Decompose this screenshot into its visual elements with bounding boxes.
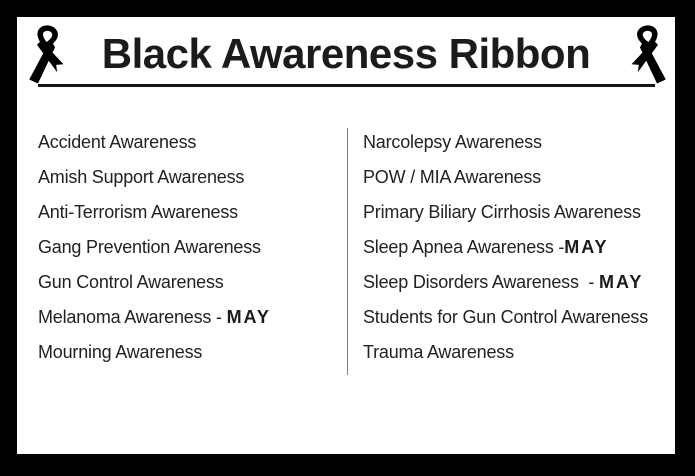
item-text: Students for Gun Control Awareness: [363, 307, 649, 327]
item-text: Gun Control Awareness: [38, 272, 224, 292]
content-panel: [17, 17, 675, 454]
item-month: MAY: [226, 307, 271, 327]
item-text: Gang Prevention Awareness: [38, 237, 261, 257]
list-item: [38, 230, 338, 265]
list-item: [38, 125, 338, 160]
list-item: [363, 125, 669, 160]
list-item: [363, 160, 669, 195]
item-text: Amish Support Awareness: [38, 167, 245, 187]
item-text: Melanoma Awareness -: [38, 307, 227, 327]
list-item: [363, 335, 669, 370]
item-text: Trauma Awareness: [363, 342, 514, 362]
item-text: Sleep Apnea Awareness -: [363, 237, 565, 257]
item-text: Sleep Disorders Awareness -: [363, 272, 599, 292]
item-month: MAY: [564, 237, 609, 257]
list-item: [363, 265, 669, 300]
column-divider: [347, 128, 348, 375]
item-text: Anti-Terrorism Awareness: [38, 202, 238, 222]
list-item: [363, 230, 669, 265]
item-text: Accident Awareness: [38, 132, 197, 152]
item-text: POW / MIA Awareness: [363, 167, 541, 187]
item-month: MAY: [598, 272, 644, 292]
black-ribbon-icon: [25, 24, 69, 87]
list-item: [363, 195, 669, 230]
item-text: Mourning Awareness: [38, 342, 203, 362]
list-item: [38, 160, 338, 195]
list-item: [38, 335, 338, 370]
list-item: [363, 300, 669, 335]
awareness-list-right: [363, 125, 669, 370]
list-item: [38, 300, 338, 335]
list-item: [38, 195, 338, 230]
item-text: Primary Biliary Cirrhosis Awareness: [363, 202, 641, 222]
awareness-list-left: [38, 125, 338, 370]
page-title: Black Awareness Ribbon: [101, 30, 591, 77]
list-item: [38, 265, 338, 300]
title-underline: [38, 84, 655, 87]
black-ribbon-icon: [626, 24, 670, 87]
item-text: Narcolepsy Awareness: [363, 132, 542, 152]
